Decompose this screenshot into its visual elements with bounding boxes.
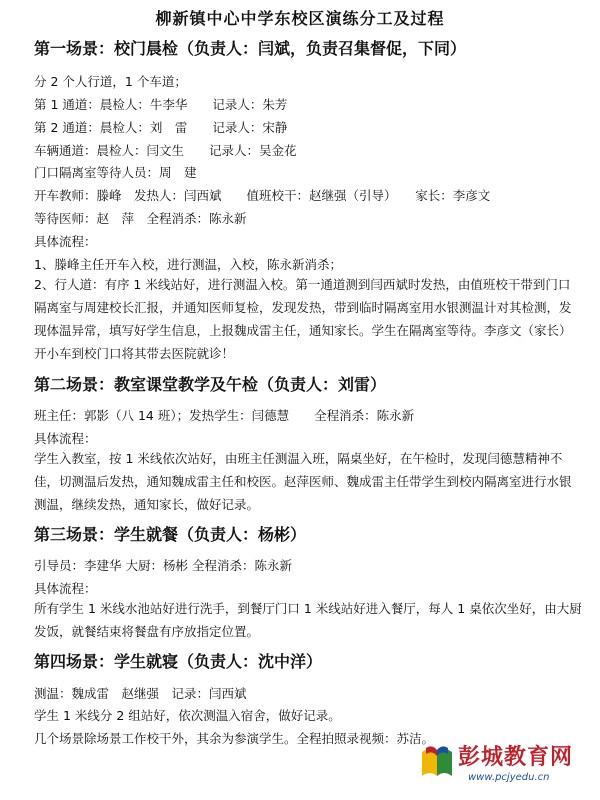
scene1-line: 1、滕峰主任开车入校，进行测温，入校，陈永新消杀； <box>34 257 342 272</box>
watermark-name: 彭城教育网 <box>458 745 574 770</box>
scene2-paragraph: 学生入教室，按 1 米线依次站好，由班主任测温入班，隔桌坐好，在午检时，发现闫德慧精神不佳，切测温后发热，通知魏成雷主任和校医。赵萍医师、魏成雷主任带学生到校内隔离室进行水银测温，继续发热，通知家长，做好记录。 <box>34 451 572 512</box>
scene1-heading: 第一场景：校门晨检（负责人：闫斌，负责召集督促，下同） <box>34 39 467 58</box>
scene4-line: 学生 1 米线分 2 组站好，依次测温入宿舍，做好记录。 <box>34 708 341 723</box>
scene2-line: 班主任：郭影（八 14 班）；发热学生：闫德慧 全程消杀：陈永新 <box>34 408 415 423</box>
scene3-line: 引导员：李建华 大厨：杨彬 全程消杀：陈永新 <box>34 558 292 573</box>
scene4-line: 测温：魏成雷 赵继强 记录：闫西斌 <box>34 686 247 701</box>
scene3-paragraph: 所有学生 1 米线水池站好进行洗手，到餐厅门口 1 米线站好进入餐厅，每人 1 桌依次坐好，由大厨发饭，就餐结束将餐盘有序放指定位置。 <box>34 601 582 639</box>
scene2-line: 具体流程： <box>34 431 97 446</box>
scene1-line: 开车教师：滕峰 发热人：闫西斌 值班校干：赵继强（引导） 家长：李彦文 <box>34 188 491 203</box>
scene1-line: 第 2 通道：晨检人：刘 雷 记录人：宋静 <box>34 120 288 135</box>
book-icon <box>418 742 456 780</box>
watermark-logo <box>418 738 596 796</box>
scene1-line: 车辆通道：晨检人：闫文生 记录人：吴金花 <box>34 143 297 158</box>
scene1-line: 具体流程： <box>34 234 97 249</box>
scene1-line: 门口隔离室等待人员：周 建 <box>34 165 197 180</box>
scene2-heading: 第二场景：教室课堂教学及午检（负责人：刘雷） <box>34 375 387 394</box>
scene3-line: 具体流程： <box>34 581 97 596</box>
scene3-heading: 第三场景：学生就餐（负责人：杨彬） <box>34 525 307 544</box>
document-title: 柳新镇中心中学东校区演练分工及过程 <box>155 9 445 28</box>
scene4-line: 几个场景除场景工作校干外，其余为参演学生。全程拍照录视频：苏洁。 <box>34 731 435 746</box>
scene1-line: 第 1 通道：晨检人：牛李华 记录人：朱芳 <box>34 97 288 112</box>
scene1-line: 分 2 个人行道，1 个车道； <box>34 74 187 89</box>
scene1-line: 等待医师：赵 萍 全程消杀：陈永新 <box>34 211 247 226</box>
scene1-paragraph: 2、行人道：有序 1 米线站好，进行测温入校。第一通道测到闫西斌时发热，由值班校干带到门口隔离室与周建校长汇报，并通知医师复检，发现发热，带到临时隔离室用水银测温计对其检测，发现体温异常，填写好学生信息，上报魏成雷主任，通知家长。学生在隔离室等待。李彦文（家长）开小车到校门口将其带去医院就诊！ <box>34 277 572 361</box>
scene4-heading: 第四场景：学生就寝（负责人：沈中洋） <box>34 652 323 671</box>
watermark-url: www.pcjyedu.cn <box>468 772 550 783</box>
